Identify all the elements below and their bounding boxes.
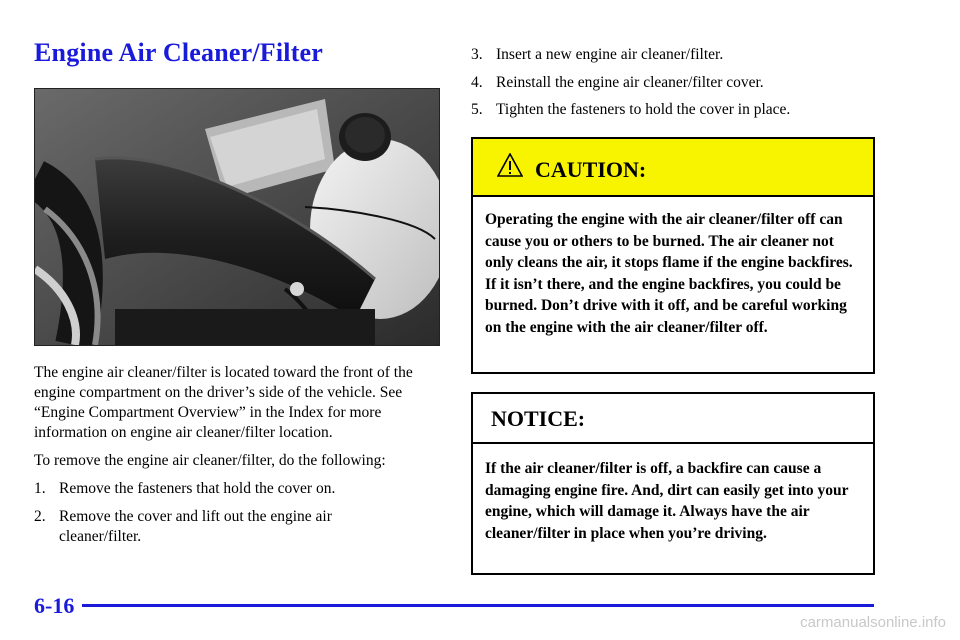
caution-label: CAUTION:	[535, 157, 647, 182]
step-text: Insert a new engine air cleaner/filter.	[496, 46, 724, 63]
step-4	[471, 73, 891, 95]
page-title: Engine Air Cleaner/Filter	[34, 38, 324, 67]
step-5	[471, 100, 891, 122]
intro-paragraph: The engine air cleaner/filter is located toward the front of the engine compartment on the driver’s side of the vehicle. See “Engine Compartment Overview” in the Index for more information on engine air cleaner/filter location.	[34, 364, 413, 441]
warning-triangle-icon	[497, 153, 523, 177]
procedure-intro: To remove the engine air cleaner/filter, do the following:	[34, 452, 386, 469]
caution-header	[473, 139, 873, 197]
step-number: 3.	[471, 46, 483, 63]
step-number: 5.	[471, 101, 483, 118]
step-number: 4.	[471, 74, 483, 91]
caution-text: Operating the engine with the air cleaner/filter off can cause you or others to be burned. The air cleaner not only cleans the air, it stops flame if the engine backfires. If it isn’t there, and the engine backfires, you could be burned. Don’t drive with it off, and be careful working on the engine with the air cleaner/filter off.	[485, 211, 853, 336]
engine-photo	[34, 88, 440, 346]
notice-box	[471, 392, 875, 575]
step-text: Reinstall the engine air cleaner/filter cover.	[496, 74, 764, 91]
step-text: Tighten the fasteners to hold the cover in place.	[496, 101, 791, 118]
notice-label: NOTICE:	[491, 406, 586, 431]
watermark: carmanualsonline.info	[800, 614, 946, 631]
step-1	[34, 479, 444, 501]
caution-box	[471, 137, 875, 374]
footer-rule	[82, 604, 874, 607]
step-2	[34, 507, 444, 549]
step-number: 2.	[34, 508, 46, 525]
step-number: 1.	[34, 480, 46, 497]
step-text: Remove the fasteners that hold the cover on.	[59, 480, 336, 497]
notice-text: If the air cleaner/filter is off, a backfire can cause a damaging engine fire. And, dirt can easily get into your engine, which will damage it. Always have the air cleaner/filter in place when you’re driving.	[485, 460, 849, 542]
step-text: Remove the cover and lift out the engine air cleaner/filter.	[59, 508, 332, 545]
step-3	[471, 45, 891, 67]
page-number: 6-16	[34, 593, 75, 618]
notice-header	[473, 394, 873, 444]
